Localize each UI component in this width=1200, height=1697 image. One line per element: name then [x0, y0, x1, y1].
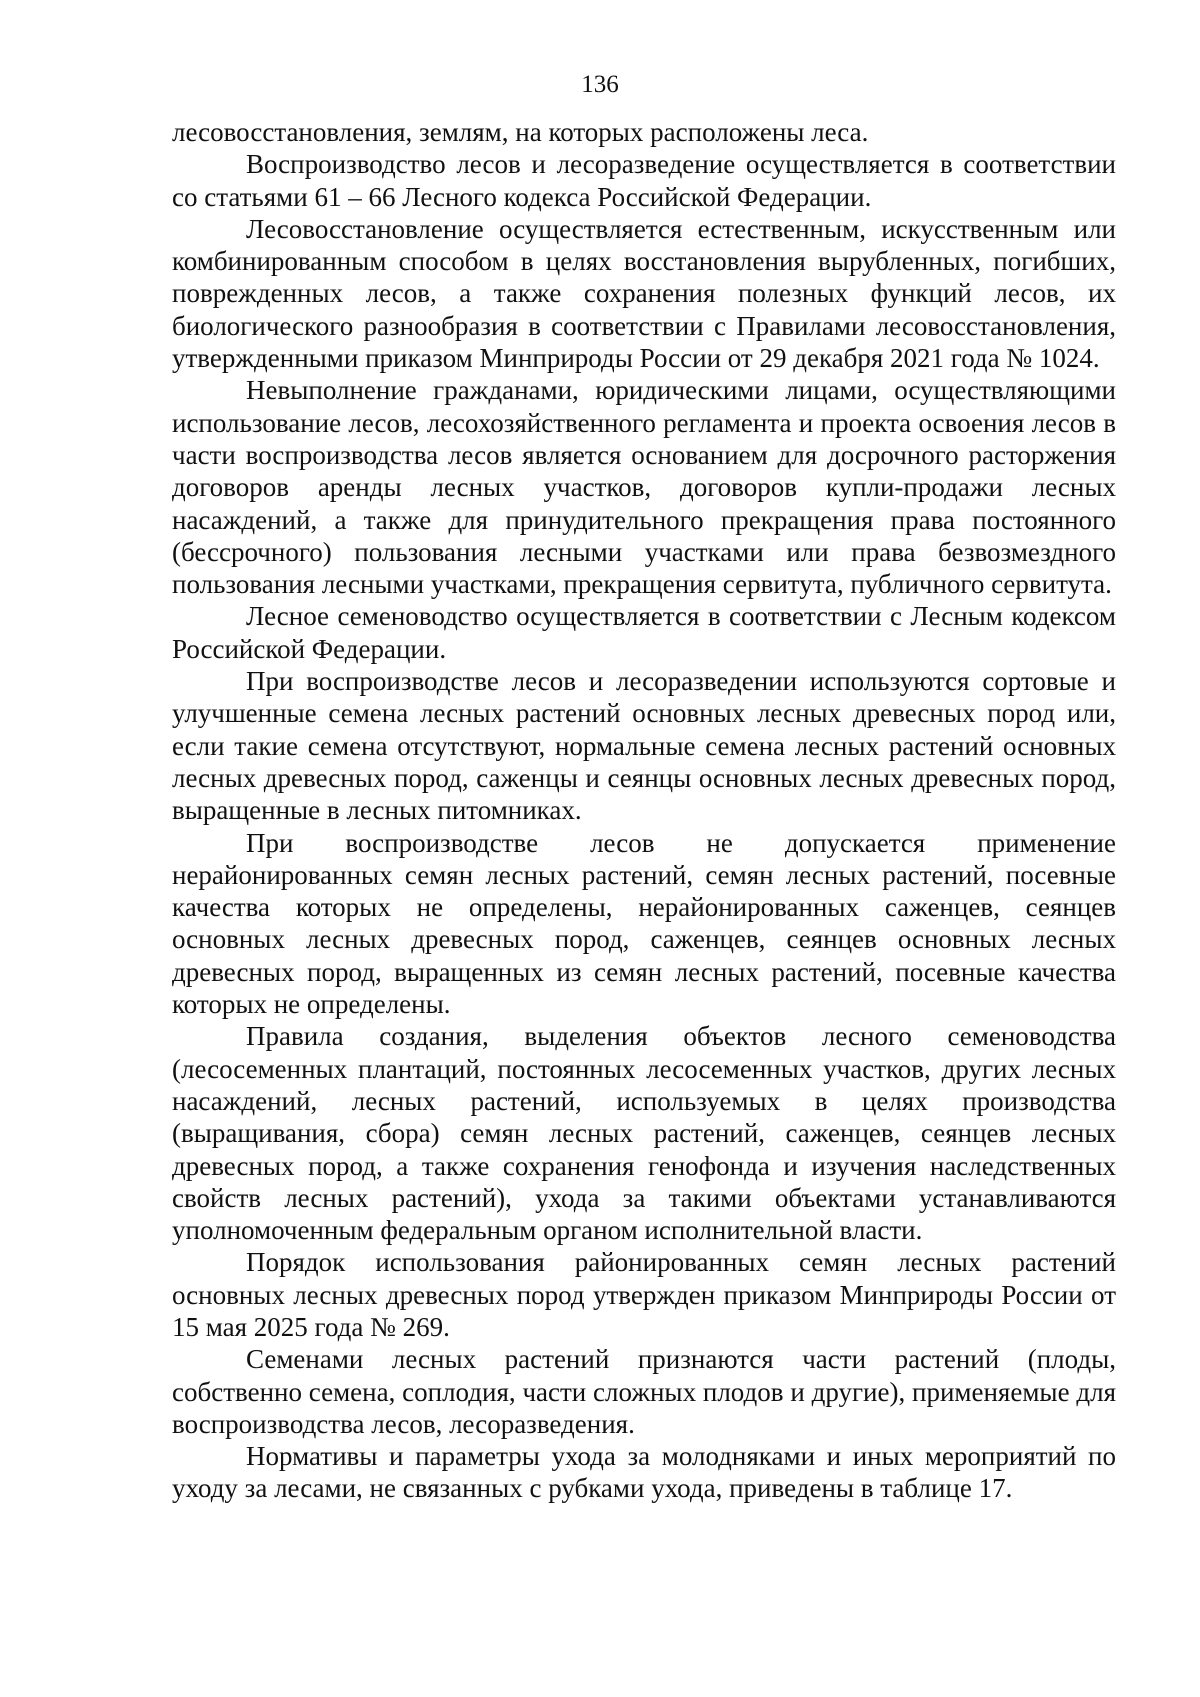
paragraph-not-allowed: При воспроизводстве лесов не допускается применение нерайонированных семян лесных растений, семян лесных растений, посевные качества которых не определены, нерайонированных саженцев, сеянцев основных лесных древесных пород, саженцев, сеянцев основных лесных древесных пород, выращенных из семян лесных растений, посевные качества которых не определены.: [172, 827, 1116, 1020]
paragraph-reforestation-methods: Лесовосстановление осуществляется естественным, искусственным или комбинированным способом в целях восстановления вырубленных, погибших, поврежденных лесов, а также сохранения полезных функций лесов, их биологического разнообразия в соответствии с Правилами лесовосстановления, утвержденными приказом Минприроды России от 29 декабря 2021 года № 1024.: [172, 213, 1116, 374]
paragraph-seeds-used: При воспроизводстве лесов и лесоразведении используются сортовые и улучшенные семена лесных растений основных лесных древесных пород или, если такие семена отсутствуют, нормальные семена лесных растений основных лесных древесных пород, саженцы и сеянцы основных лесных древесных пород, выращенные в лесных питомниках.: [172, 666, 1116, 826]
paragraph-non-compliance: Невыполнение гражданами, юридическими лицами, осуществляющими использование лесов, лесохозяйственного регламента и проекта освоения лесов в части воспроизводства лесов является основанием для досрочного расторжения договоров аренды лесных участков, договоров купли-продажи лесных насаждений, а также для принудительного прекращения права постоянного (бессрочного) пользования лесными участками или права безвозмездного пользования лесными участками, прекращения сервитута, публичного сервитута.: [172, 375, 1116, 600]
paragraph-continuation: лесовосстановления, землям, на которых расположены леса.: [172, 117, 869, 147]
paragraph-reforestation-basis: Воспроизводство лесов и лесоразведение осуществляется в соответствии со статьями 61 – 66 Лесного кодекса Российской Федерации.: [172, 149, 1116, 212]
paragraph-seed-objects-rules: Правила создания, выделения объектов лесного семеноводства (лесосеменных плантаций, постоянных лесосеменных участков, других лесных насаждений, лесных растений, используемых в целях производства (выращивания, сбора) семян лесных растений, саженцев, сеянцев лесных древесных пород, а также сохранения генофонда и изучения наследственных свойств лесных растений), ухода за такими объектами устанавливаются уполномоченным федеральным органом исполнительной власти.: [172, 1021, 1116, 1246]
paragraph-seed-definition: Семенами лесных растений признаются части растений (плоды, собственно семена, соплодия, части сложных плодов и другие), применяемые для воспроизводства лесов, лесоразведения.: [172, 1344, 1116, 1439]
document-body: [172, 116, 1116, 1505]
paragraph-seed-production: Лесное семеноводство осуществляется в соответствии с Лесным кодексом Российской Федерации.: [172, 601, 1116, 664]
paragraph-table-reference: Нормативы и параметры ухода за молодняками и иных мероприятий по уходу за лесами, не связанных с рубками ухода, приведены в таблице 17.: [172, 1441, 1116, 1504]
paragraph-zoned-seeds-order: Порядок использования районированных семян лесных растений основных лесных древесных пород утвержден приказом Минприроды России от 15 мая 2025 года № 269.: [172, 1247, 1116, 1342]
page-number: 136: [581, 71, 619, 98]
